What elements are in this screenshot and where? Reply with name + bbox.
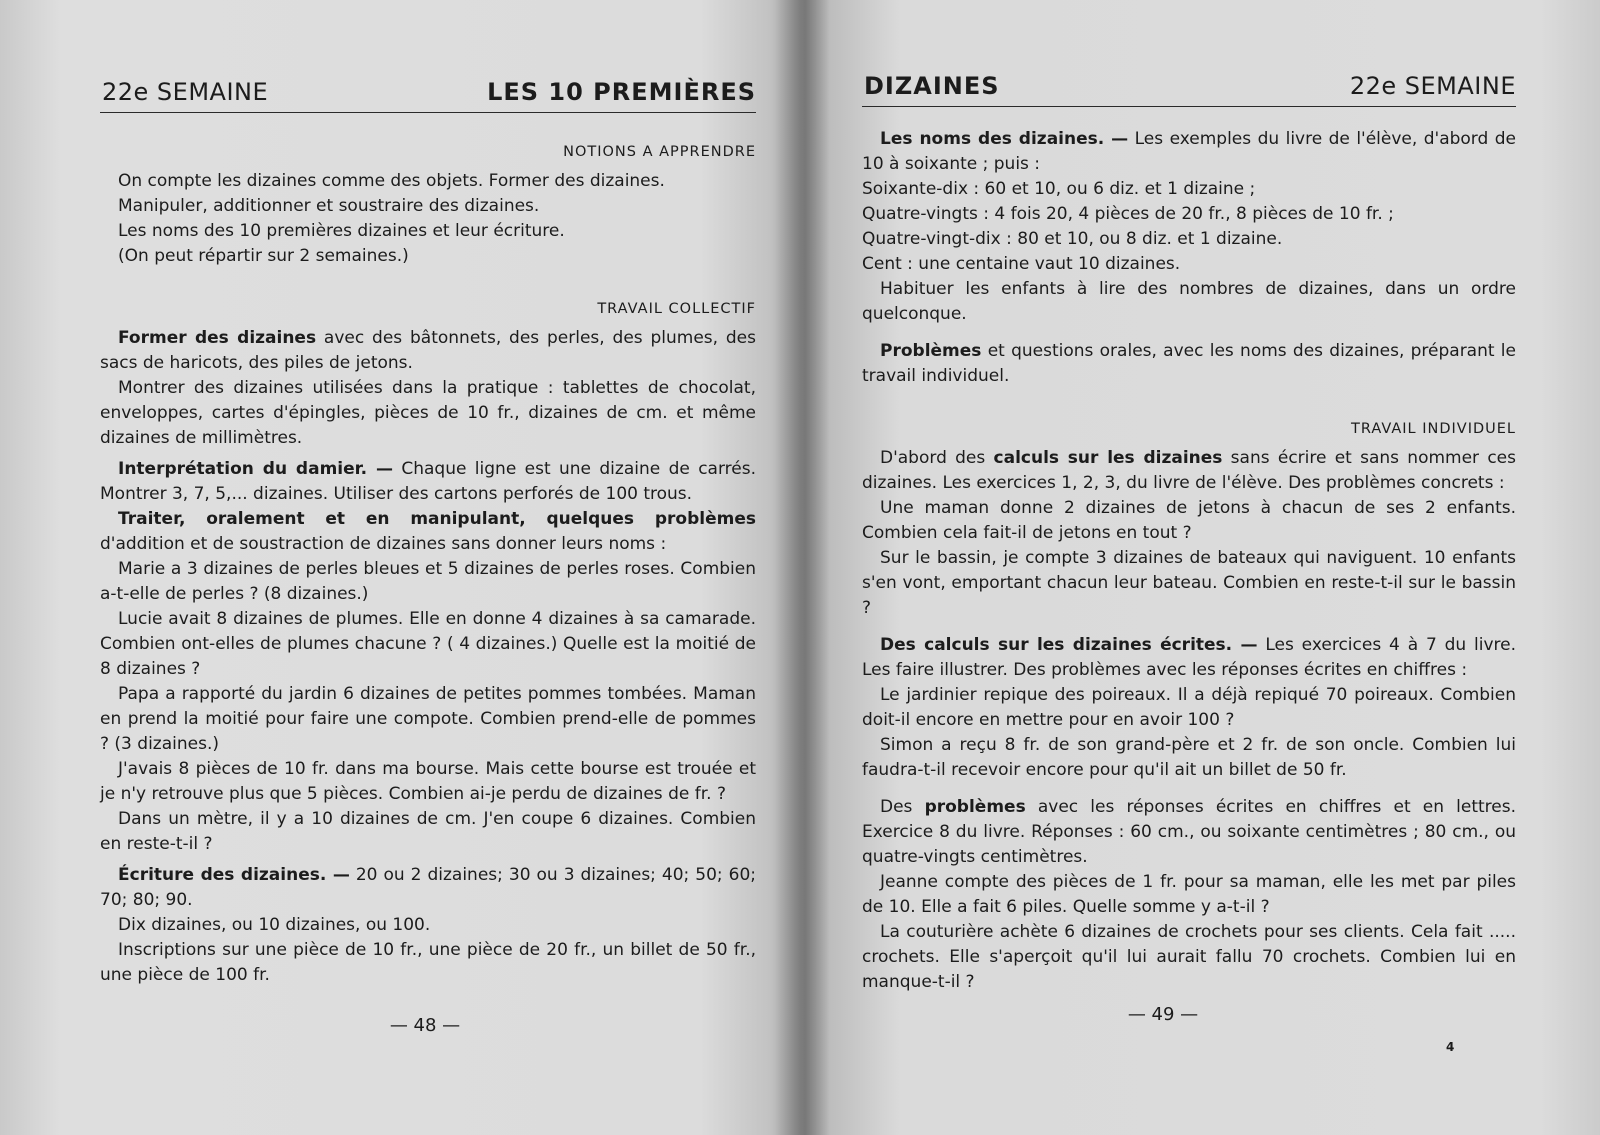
damier-paragraph <box>100 457 756 507</box>
inscriptions-paragraph: Inscriptions sur une pièce de 10 fr., une pièce de 20 fr., un billet de 50 fr., une pièce de 100 fr. <box>100 940 756 985</box>
problem-paragraph: Papa a rapporté du jardin 6 dizaines de petites pommes tombées. Maman en prend la moitié pour faire une compote. Combien prend-elle de pommes ? (3 dizaines.) <box>100 684 756 754</box>
noms-text: Les exemples du livre de l'élève, d'abord de 10 à soixante ; puis : <box>862 129 1516 174</box>
notion-line: On compte les dizaines comme des objets. Former des dizaines. <box>118 171 665 191</box>
left-page-title: LES 10 PREMIÈRES <box>487 78 756 106</box>
left-page <box>100 0 756 1135</box>
montrer-paragraph: Montrer des dizaines utilisées dans la pratique : tablettes de chocolat, enveloppes, cartes d'épingles, pièces de 10 fr., dizaines de cm. et même dizaines de millimètres. <box>100 378 756 448</box>
problemes-text: et questions orales, avec les noms des dizaines, préparant le travail individuel. <box>862 341 1516 386</box>
noms-heading: Les noms des dizaines. — <box>880 129 1129 149</box>
problem-paragraph: Simon a reçu 8 fr. de son grand-père et 2 fr. de son oncle. Combien lui faudra-t-il recevoir encore pour qu'il ait un billet de 50 fr. <box>862 735 1516 780</box>
individuel-label: TRAVAIL INDIVIDUEL <box>1351 421 1516 437</box>
des-prefix: Des <box>880 797 925 817</box>
left-running-head <box>100 72 756 113</box>
problemes-paragraph <box>862 339 1516 389</box>
noms-line: Quatre-vingt-dix : 80 et 10, ou 8 diz. et 1 dizaine. <box>862 229 1283 249</box>
noms-line: Cent : une centaine vaut 10 dizaines. <box>862 254 1181 274</box>
former-heading: Former des dizaines <box>118 328 317 348</box>
ecriture-text: 20 ou 2 dizaines; 30 ou 3 dizaines; 40; 50; 60; 70; 80; 90. <box>100 865 757 910</box>
left-week-label: 22e SEMAINE <box>102 78 269 106</box>
left-page-body <box>100 132 756 988</box>
problem-paragraph: J'avais 8 pièces de 10 fr. dans ma bourse. Mais cette bourse est trouée et je n'y retrouve plus que 5 pièces. Combien ai-je perdu de dizaines de fr. ? <box>100 759 756 804</box>
book-gutter <box>775 0 830 1135</box>
noms-line: Quatre-vingts : 4 fois 20, 4 pièces de 20 fr., 8 pièces de 10 fr. ; <box>862 204 1394 224</box>
collectif-label: TRAVAIL COLLECTIF <box>597 301 756 317</box>
problem-paragraph: Marie a 3 dizaines de perles bleues et 5 dizaines de perles roses. Combien a-t-elle de perles ? (8 dizaines.) <box>100 559 756 604</box>
problem-paragraph: Lucie avait 8 dizaines de plumes. Elle en donne 4 dizaines à sa camarade. Combien ont-elles de plumes chacune ? ( 4 dizaines.) Quelle est la moitié de 8 dizaines ? <box>100 609 756 679</box>
traiter-text: d'addition et de soustraction de dizaines sans donner leurs noms : <box>100 534 667 554</box>
habituer-paragraph: Habituer les enfants à lire des nombres de dizaines, dans un ordre quelconque. <box>862 279 1516 324</box>
problemes-heading: Problèmes <box>880 341 982 361</box>
des-problemes-paragraph <box>862 795 1516 870</box>
problem-paragraph: Le jardinier repique des poireaux. Il a déjà repiqué 70 poireaux. Combien doit-il encore en mettre pour en avoir 100 ? <box>862 685 1516 730</box>
damier-text: Chaque ligne est une dizaine de carrés. Montrer 3, 7, 5,... dizaines. Utiliser des cartons perforés de 100 trous. <box>100 459 756 504</box>
damier-heading: Interprétation du damier. — <box>118 459 393 479</box>
ecrites-heading: Des calculs sur les dizaines écrites. — <box>880 635 1258 655</box>
former-paragraph <box>100 326 756 376</box>
problem-paragraph: Sur le bassin, je compte 3 dizaines de bateaux qui naviguent. 10 enfants s'en vont, emportant chacun leur bateau. Combien en reste-t-il sur le bassin ? <box>862 548 1516 618</box>
problem-paragraph: La couturière achète 6 dizaines de crochets pour ses clients. Cela fait ..... crochets. Elle s'aperçoit qu'il lui aurait fallu 70 crochets. Combien lui en manque-t-il ? <box>862 922 1516 992</box>
right-running-head <box>862 66 1516 107</box>
ecrites-text: Les exercices 4 à 7 du livre. Les faire illustrer. Des problèmes avec les réponses écrites en chiffres : <box>862 635 1517 680</box>
abord-paragraph <box>862 446 1516 496</box>
notion-line: Les noms des 10 premières dizaines et leur écriture. <box>118 221 565 241</box>
problem-paragraph: Jeanne compte des pièces de 1 fr. pour sa maman, elle les met par piles de 10. Elle a fait 6 piles. Quelle somme y a-t-il ? <box>862 872 1516 917</box>
former-text: avec des bâtonnets, des perles, des plumes, des sacs de haricots, des piles de jetons. <box>100 328 756 373</box>
right-page-body <box>862 127 1516 995</box>
noms-line: Soixante-dix : 60 et 10, ou 6 diz. et 1 dizaine ; <box>862 179 1256 199</box>
signature-mark: 4 <box>1446 1040 1455 1054</box>
traiter-paragraph <box>100 507 756 557</box>
ecriture-heading: Écriture des dizaines. — <box>118 865 350 885</box>
right-page-number: — 49 — <box>1127 1004 1199 1025</box>
left-page-number: — 48 — <box>389 1015 461 1036</box>
abord-text: sans écrire et sans nommer ces dizaines. Les exercices 1, 2, 3, du livre de l'élève. Des problèmes concrets : <box>862 448 1516 493</box>
right-page <box>862 0 1516 1135</box>
noms-paragraph <box>862 127 1516 177</box>
notions-label: NOTIONS A APPRENDRE <box>563 144 756 160</box>
right-page-title: DIZAINES <box>864 72 1000 100</box>
abord-prefix: D'abord des <box>880 448 994 468</box>
problem-paragraph: Une maman donne 2 dizaines de jetons à chacun de ses 2 enfants. Combien cela fait-il de jetons en tout ? <box>862 498 1516 543</box>
right-week-label: 22e SEMAINE <box>1349 72 1516 100</box>
dix-paragraph: Dix dizaines, ou 10 dizaines, ou 100. <box>118 915 431 935</box>
problem-paragraph: Dans un mètre, il y a 10 dizaines de cm. J'en coupe 6 dizaines. Combien en reste-t-il ? <box>100 809 756 854</box>
notion-line: (On peut répartir sur 2 semaines.) <box>118 246 409 266</box>
traiter-heading: Traiter, oralement et en manipulant, quelques problèmes <box>118 509 756 529</box>
ecrites-paragraph <box>862 633 1516 683</box>
abord-heading: calculs sur les dizaines <box>993 448 1223 468</box>
notion-line: Manipuler, additionner et soustraire des dizaines. <box>118 196 540 216</box>
des-text: avec les réponses écrites en chiffres et en lettres. Exercice 8 du livre. Réponses : 60 cm., ou soixante centimètres ; 80 cm., ou quatre-vingts centimètres. <box>862 797 1516 867</box>
des-heading: problèmes <box>924 797 1026 817</box>
ecriture-paragraph <box>100 863 756 913</box>
